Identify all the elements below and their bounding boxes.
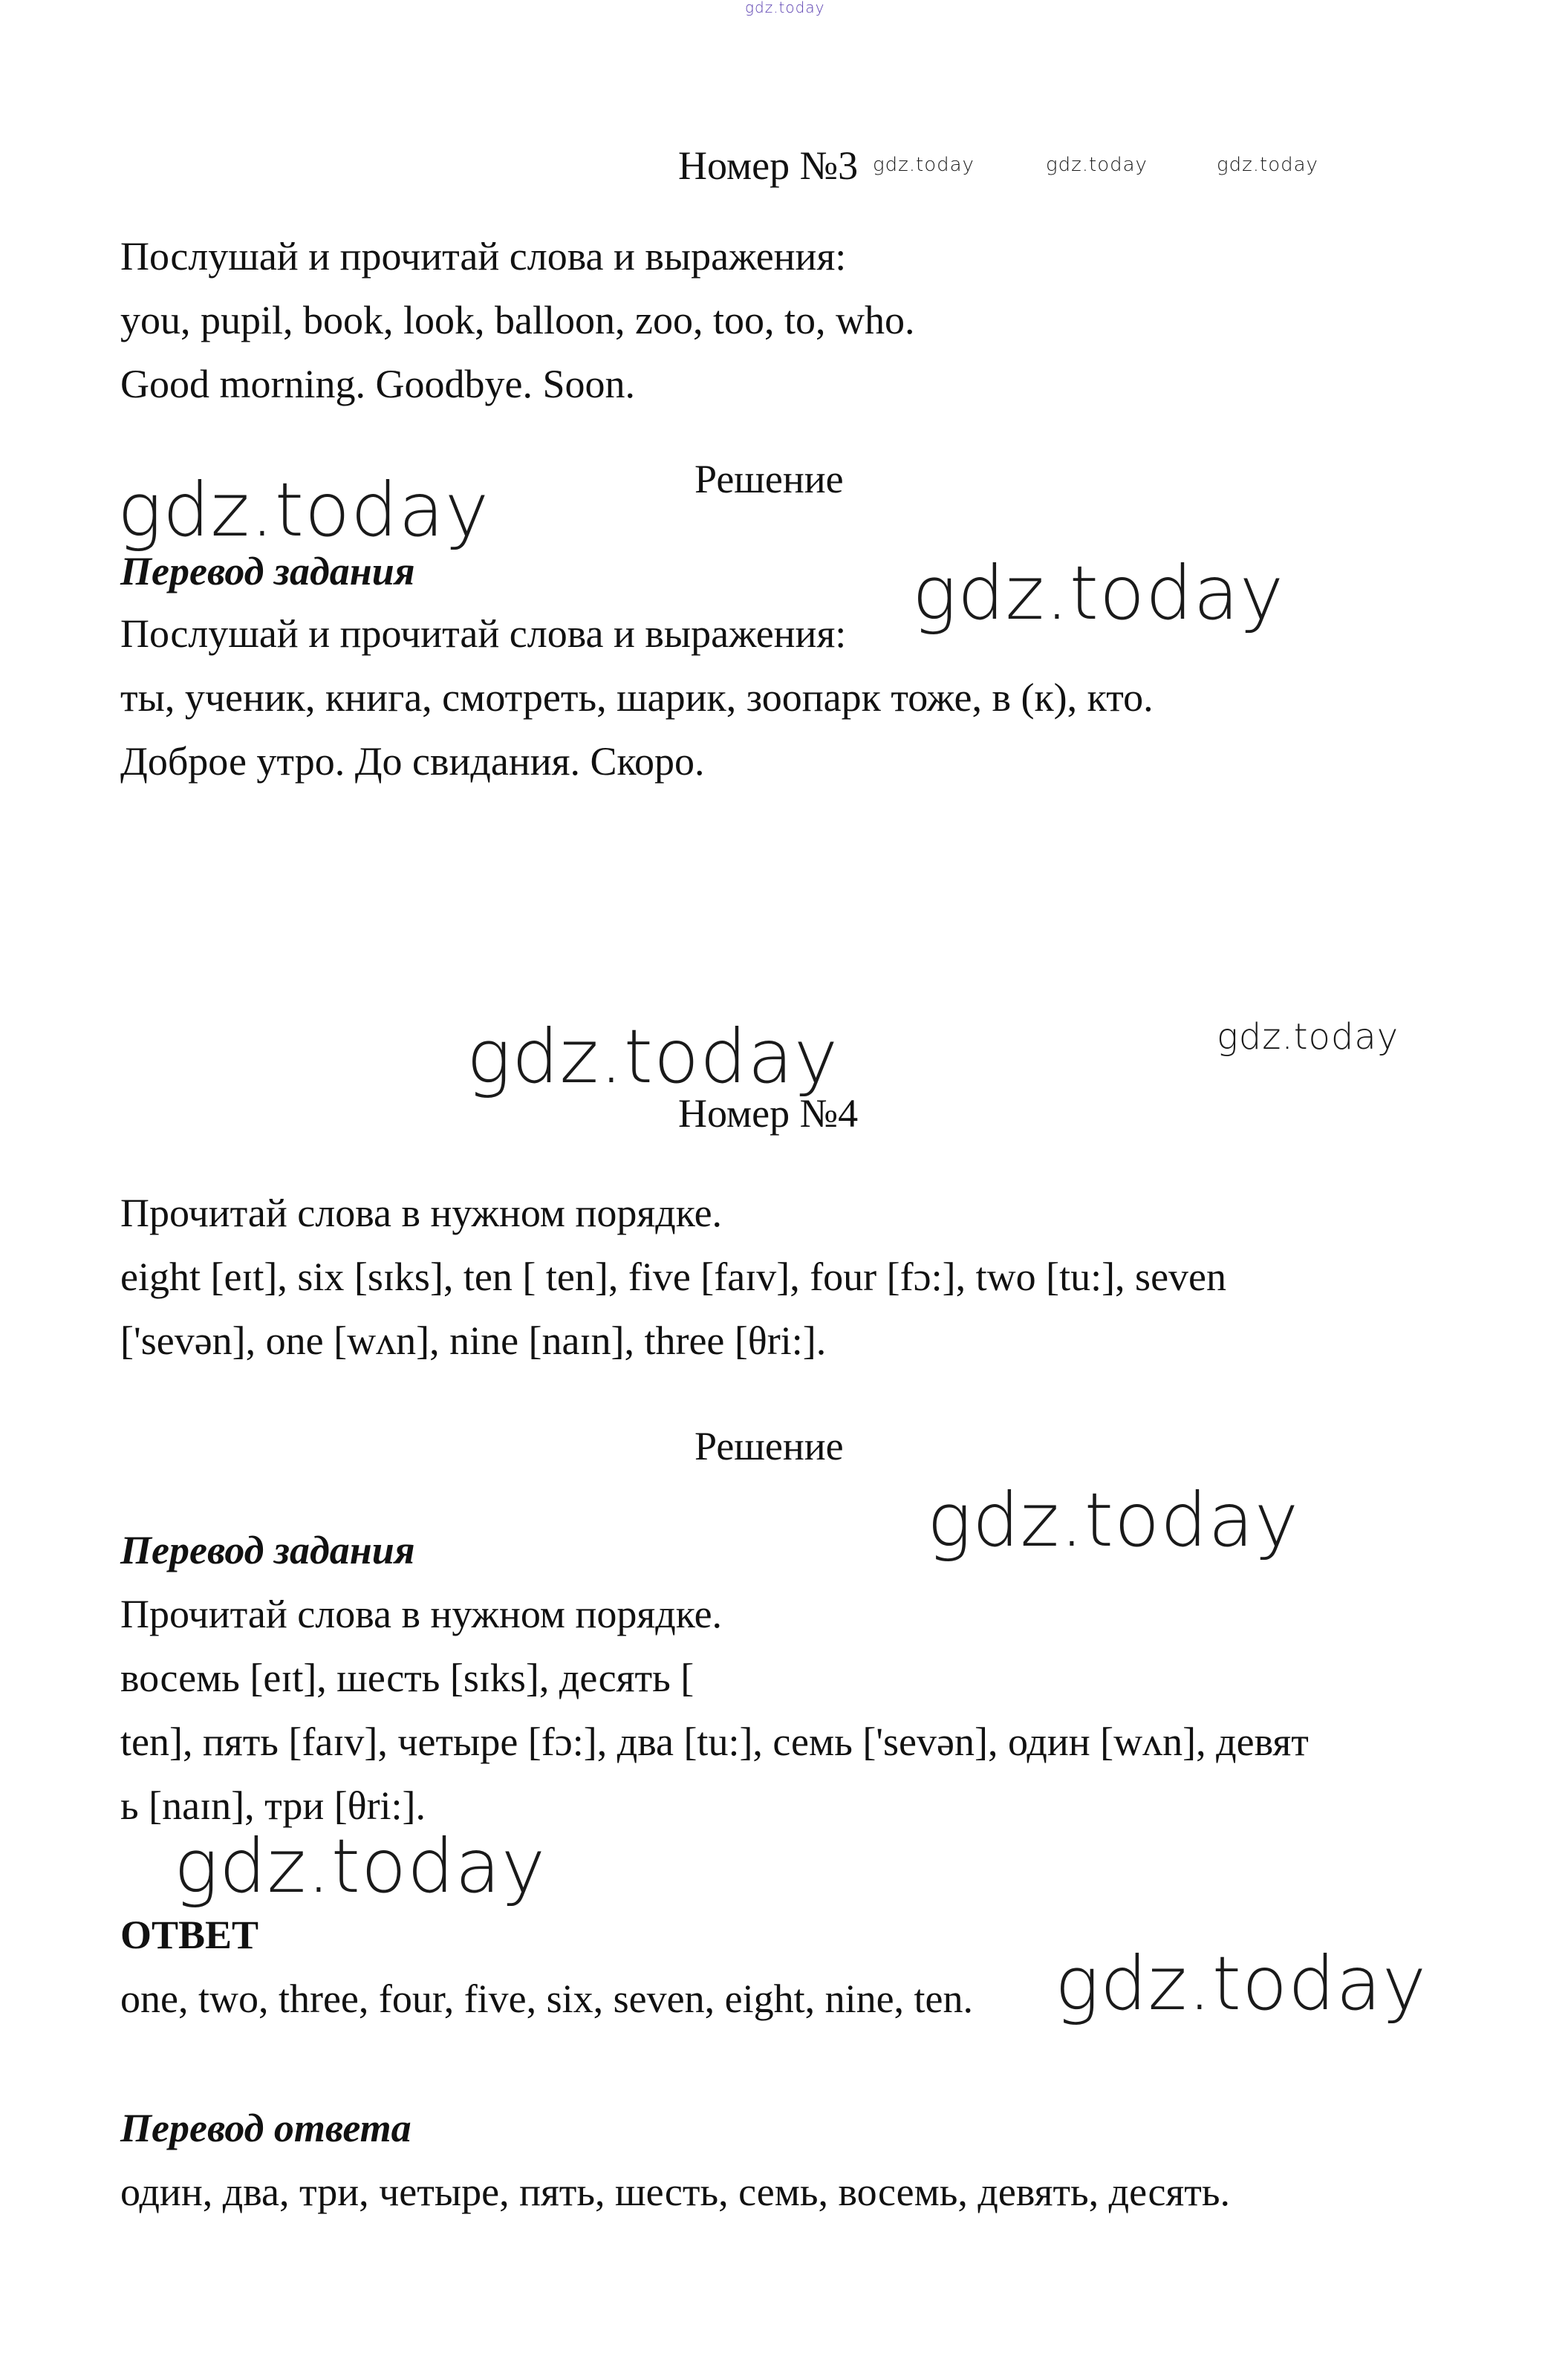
task4-translation-line: ь [naɪn], три [θri:].: [120, 1783, 426, 1828]
task4-translation-line: Прочитай слова в нужном порядке.: [120, 1592, 723, 1636]
task4-instruction: Прочитай слова в нужном порядке.: [120, 1191, 723, 1235]
task3-title: Номер №3: [678, 143, 859, 188]
watermark: gdz.today: [1217, 154, 1318, 176]
top-watermark: gdz.today: [745, 0, 825, 16]
watermark: gdz.today: [927, 1477, 1300, 1564]
task3-translation-heading: Перевод задания: [120, 549, 415, 593]
task3-words-line: you, pupil, book, look, balloon, zoo, too, to, who.: [120, 298, 915, 342]
task3-translation-line: Послушай и прочитай слова и выражения:: [120, 611, 847, 656]
task4-translation-heading: Перевод задания: [120, 1528, 415, 1572]
task4-answer-text: one, two, three, four, five, six, seven, eight, nine, ten.: [120, 1976, 974, 2021]
task3-translation-line: Доброе утро. До свидания. Скоро.: [120, 739, 705, 784]
task3-instruction: Послушай и прочитай слова и выражения:: [120, 234, 847, 279]
task3-phrases-line: Good morning. Goodbye. Soon.: [120, 362, 635, 406]
task4-words-line: eight [eɪt], six [sɪks], ten [ ten], five [faɪv], four [fɔ:], two [tu:], seven: [120, 1255, 1227, 1299]
task4-solution-label: Решение: [694, 1424, 844, 1468]
task4-answer-heading: ОТВЕТ: [120, 1913, 259, 1957]
task3-translation-line: ты, ученик, книга, смотреть, шарик, зоопарк тоже, в (к), кто.: [120, 675, 1154, 720]
watermark: gdz.today: [174, 1823, 547, 1910]
task4-title: Номер №4: [678, 1091, 859, 1136]
task4-answer-translation-heading: Перевод ответа: [120, 2106, 411, 2150]
task4-translation-line: ten], пять [faɪv], четыре [fɔ:], два [tu:], семь ['sevən], один [wʌn], девят: [120, 1719, 1309, 1764]
watermark: gdz.today: [466, 1013, 839, 1100]
watermark: gdz.today: [1046, 154, 1148, 176]
watermark: gdz.today: [1055, 1940, 1428, 2027]
watermark: gdz.today: [873, 154, 975, 176]
watermark: gdz.today: [912, 550, 1285, 637]
watermark: gdz.today: [1217, 1016, 1399, 1058]
task4-words-line: ['sevən], one [wʌn], nine [naɪn], three [θri:].: [120, 1318, 827, 1363]
watermark: gdz.today: [117, 466, 490, 553]
task4-translation-line: восемь [eɪt], шесть [sɪks], десять [: [120, 1656, 694, 1700]
task3-solution-label: Решение: [694, 457, 844, 501]
task4-answer-translation-text: один, два, три, четыре, пять, шесть, семь, восемь, девять, десять.: [120, 2170, 1230, 2214]
